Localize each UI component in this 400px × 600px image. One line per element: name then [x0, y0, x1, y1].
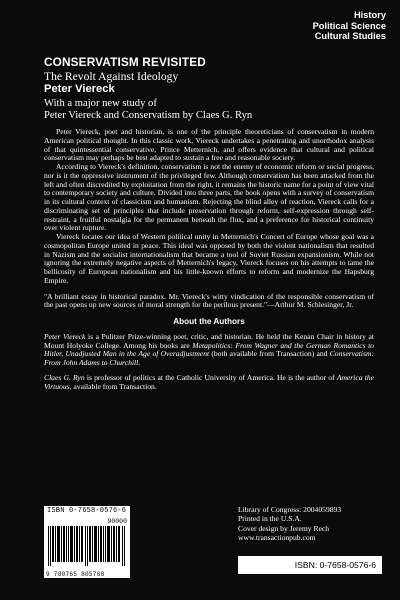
review-quote: "A brilliant essay in historical paradox. Mr. Viereck's witty vindication of the responsible conservatism of the past opens up new sources of moral strength for the perilous present."—Arthur M. Schlesinger, Jr.: [44, 291, 374, 310]
credit-printed: Printed in the U.S.A.: [238, 514, 302, 524]
barcode-price-code: 90000: [107, 518, 127, 525]
ryn-bio-text2: , available from Transaction.: [69, 381, 157, 391]
ryn-bio-book: America the Virtuous: [44, 372, 374, 391]
description-body: [44, 128, 374, 391]
credit-website: www.transactionpub.com: [238, 532, 316, 542]
viereck-bio-text2: (both available from Transaction) and: [209, 349, 330, 359]
subject-categories: [313, 10, 386, 42]
study-line-1: With a major new study of: [44, 97, 157, 109]
ryn-bio-text1: is professor of politics at the Catholic University of America. He is the author of: [84, 372, 337, 382]
viereck-bio-text3: .: [138, 358, 141, 367]
title-block: [44, 56, 374, 123]
viereck-bio-book1: Metapolitics: From Wagner and the German Romantics to Hitler, Unadjusted Man in the Age of Overadjustment: [44, 340, 374, 359]
viereck-bio-text1: is a Pulitzer Prize-winning poet, critic, and historian. He held the Kenan Chair in history at Mount Holyoke College. Among his books are: [44, 331, 374, 350]
category-history: History: [353, 10, 386, 20]
book-subtitle: The Revolt Against Ideology: [44, 69, 179, 83]
barcode: [44, 506, 130, 578]
paragraph-3: Viereck locates our idea of Western political unity in Metternich's Concert of Europe whose goal was a cosmopolitan Europe united in peace. This ideal was opposed by both the violent nationalism that resulted in Nazism and the socialist internationalism that became a tool of Soviet Russian expansionism. While not ignoring the extremely negative aspects of Metternich's legacy, Viereck focuses on his attempts to tame the bellicosity of European nationalism and his little-known efforts to reform and modernize the Hapsburg Empire.: [44, 232, 374, 285]
study-line-2: Peter Viereck and Conservatism by Claes G. Ryn: [44, 110, 253, 122]
barcode-bars-icon: [48, 526, 126, 566]
barcode-number: 9 780765 805768: [46, 571, 105, 578]
ryn-bio-name: Claes G. Ryn: [44, 372, 85, 382]
category-cultural-studies: Cultural Studies: [314, 31, 386, 42]
paragraph-2: According to Viereck's definition, conservatism is not the enemy of economic reform or social progress, nor is it the oppressive instrument of the privileged few. Although conservatism has been attacked from the left and often discredited by exploitation from the right, it remains the historic name for a point of view vital to contemporary society and culture. Divided into three parts, the book opens with a survey of conservatism in its cultural context of classicism and humanism. Rejecting the blind alley of reaction, Viereck calls for a discriminating set of principles that include preservation through reform, self-expression through self-restraint, a fruitful nostalgia for the permanent beneath the flux, and a preference for historical continuity over violent rupture.: [44, 162, 374, 233]
isbn-label: ISBN: 0-7658-0576-6: [238, 556, 382, 574]
ryn-bio: [44, 374, 374, 392]
about-authors-heading: About the Authors: [173, 317, 245, 326]
paragraph-1: Peter Viereck, poet and historian, is one of the principle theoreticians of conservatism in modern American political thought. In this classic work, Viereck undertakes a penetrating and unorthodox analysis of that quintessential conservative, Prince Metternich, and offers evidence that cultural and political conservatism may perhaps be best adapted to sustain a free and reasonable society.: [44, 127, 374, 163]
credit-cover-design: Cover design by Jeremy Rech: [238, 523, 330, 533]
category-political-science: Political Science: [312, 20, 386, 31]
viereck-bio-name: Peter Viereck: [44, 331, 86, 341]
book-title: CONSERVATISM REVISITED: [44, 55, 206, 69]
viereck-bio: [44, 333, 374, 368]
publication-credits: [238, 505, 388, 542]
barcode-isbn: ISBN 0-7658-0576-6: [47, 507, 127, 515]
book-author: Peter Viereck: [44, 83, 115, 95]
credit-library-of-congress: Library of Congress: 2004059893: [238, 505, 342, 514]
viereck-bio-book2: Conservatism: From John Adams to Churchill: [44, 349, 374, 367]
